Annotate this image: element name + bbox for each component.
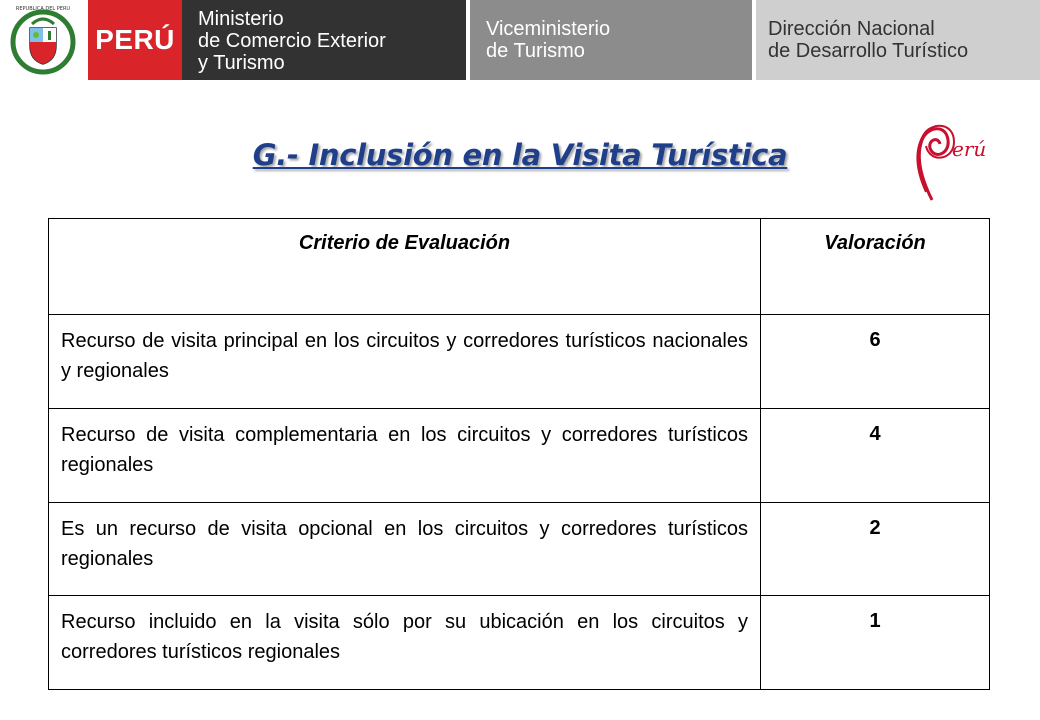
vice-ministry-line-1: Viceministerio [486, 18, 611, 40]
rating-cell: 4 [761, 408, 990, 502]
seal-caption: REPUBLICA DEL PERU [15, 6, 71, 12]
country-label: PERÚ [88, 0, 182, 80]
criteria-table [48, 218, 990, 690]
criterion-cell: Recurso de visita complementaria en los circuitos y corredores turísticos regionales [49, 408, 761, 502]
header-criterion: Criterio de Evaluación [49, 219, 761, 315]
criterion-cell: Es un recurso de visita opcional en los circuitos y corredores turísticos regionales [49, 502, 761, 596]
table-row [49, 596, 990, 690]
directorate-label [756, 0, 1040, 80]
criterion-cell: Recurso incluido en la visita sólo por su ubicación en los circuitos y corredores turísticos regionales [49, 596, 761, 690]
ministry-line-2: de Comercio Exterior [198, 30, 386, 52]
header-rating: Valoración [761, 219, 990, 315]
ministry-line-3: y Turismo [198, 52, 285, 74]
vice-ministry-line-2: de Turismo [486, 40, 585, 62]
ministry-line-1: Ministerio [198, 8, 284, 30]
rating-cell: 2 [761, 502, 990, 596]
table-row [49, 315, 990, 409]
table-row [49, 408, 990, 502]
peru-brand-logo-icon [912, 116, 988, 204]
page-title: G.- Inclusión en la Visita Turística [252, 138, 788, 172]
directorate-line-1: Dirección Nacional [768, 18, 935, 40]
brand-logo-text: erú [952, 137, 987, 161]
table-header-row [49, 219, 990, 315]
vice-ministry-label [470, 0, 752, 80]
table-row [49, 502, 990, 596]
rating-cell: 1 [761, 596, 990, 690]
header-band [0, 0, 1040, 80]
directorate-line-2: de Desarrollo Turístico [768, 40, 969, 62]
ministry-label [182, 0, 466, 80]
criterion-cell: Recurso de visita principal en los circuitos y corredores turísticos nacionales y regionales [49, 315, 761, 409]
national-seal-icon [8, 2, 78, 76]
rating-cell: 6 [761, 315, 990, 409]
